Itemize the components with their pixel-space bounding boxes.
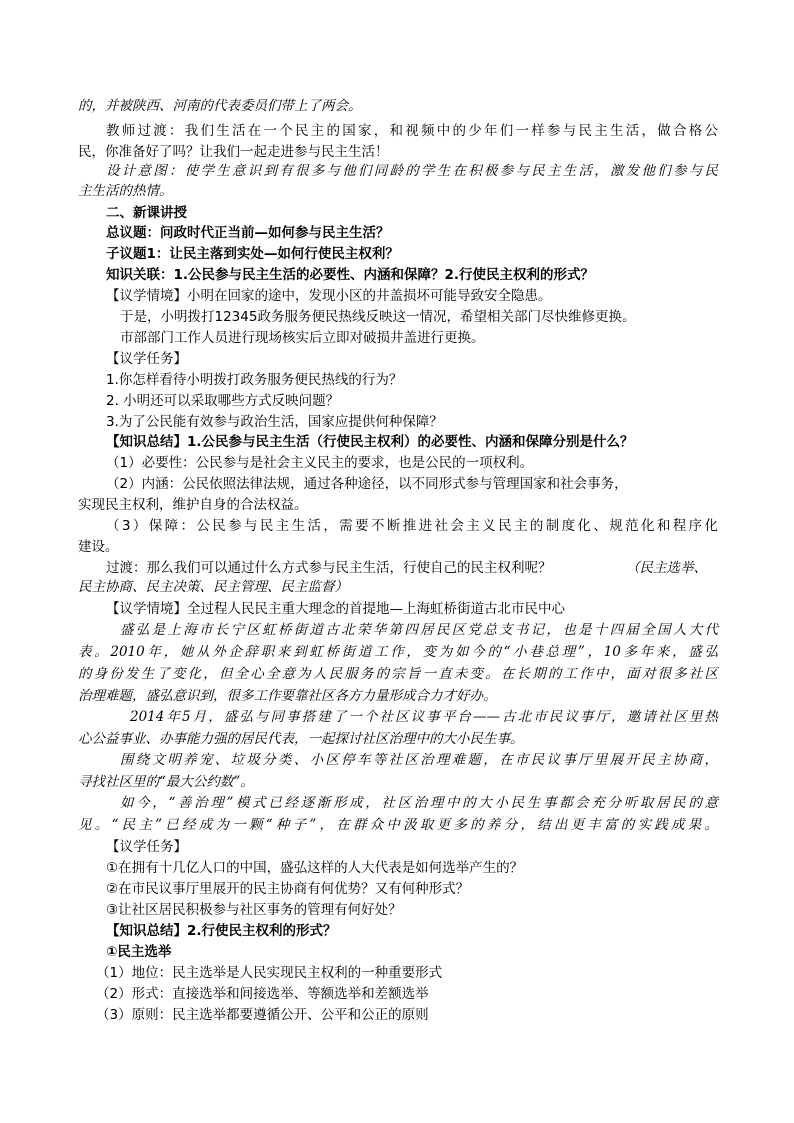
knowledge-link: 知识关联：1.公民参与民主生活的必要性、内涵和保障？2.行使民主权利的形式？ — [106, 267, 595, 283]
main-topic: 总议题：问政时代正当前—如何参与民主生活？ — [106, 225, 390, 241]
text-line: 3.为了公民能有效参与政治生活，国家应提供何种保障？ — [106, 414, 443, 430]
text-line: 盛弘是上海市长宁区虹桥街道古北荣华第四居民区党总支书记，也是十四届全国人大代 — [120, 622, 718, 638]
item-heading: ①民主选举 — [106, 944, 172, 960]
sub-topic: 子议题1：让民主落到实处—如何行使民主权利？ — [106, 246, 399, 262]
text-line: 的，并被陕西、河南的代表委员们带上了两会。 — [78, 98, 362, 114]
text-line: 1.你怎样看待小明拨打政务服务便民热线的行为？ — [106, 372, 403, 388]
text-line: （2）形式：直接选举和间接选举、等额选举和差额选举 — [96, 986, 429, 1002]
text-line: 民，你准备好了吗？让我们一起走进参与民主生活！ — [78, 144, 389, 160]
text-line: ③让社区居民积极参与社区事务的管理有何好处？ — [106, 902, 402, 918]
text-line: 民主协商、民主决策、民主管理、民主监督） — [78, 579, 348, 595]
text-line: 教师过渡：我们生活在一个民主的国家，和视频中的少年们一样参与民主生活，做合格公 — [106, 123, 718, 139]
text-line: 表。2010年，她从外企辞职来到虹桥街道工作，变为如今的“小巷总理”，10多年来，盛弘 — [78, 644, 718, 660]
text-line: 见。“民主”已经成为一颗“种子”，在群众中汲取更多的养分，结出更丰富的实践成果。 — [78, 817, 718, 833]
text-line: 市部部门工作人员进行现场核实后立即对破损井盖进行更换。 — [120, 330, 485, 346]
text-line: 实现民主权利，维护自身的合法权益。 — [78, 497, 308, 513]
text-line: ②在市民议事厅里展开的民主协商有何优势？又有何种形式？ — [106, 881, 470, 897]
text-line: （民主选举、 — [626, 560, 707, 576]
text-line: 心公益事业、办事能力强的居民代表，一起探讨社区治理中的大小民生事。 — [78, 731, 524, 747]
text-line: 治理难题，盛弘意识到，很多工作要靠社区各方力量形成合力才好办。 — [78, 688, 497, 704]
text-line: 2. 小明还可以采取哪些方式反映问题？ — [106, 393, 340, 409]
text-line: 建设。 — [78, 539, 119, 555]
text-line: （2）内涵：公民依照法律法规，通过各种途径，以不同形式参与管理国家和社会事务， — [106, 476, 628, 492]
text-line: 设计意图：使学生意识到有很多与他们同龄的学生在积极参与民主生活，激发他们参与民 — [106, 163, 718, 179]
text-line: 如今，“善治理”模式已经逐渐形成，社区治理中的大小民生事都会充分听取居民的意 — [120, 795, 718, 811]
text-line: 【议学情境】全过程人民民主重大理念的首提地—上海虹桥街道古北市民中心 — [106, 601, 565, 617]
text-line: 主生活的热情。 — [78, 183, 173, 199]
text-line: 【议学情境】小明在回家的途中，发现小区的井盖损坏可能导致安全隐患。 — [106, 288, 552, 304]
text-line: 2014年5月，盛弘与同事搭建了一个社区议事平台——古北市民议事厅，邀请社区里热 — [130, 709, 718, 725]
text-line: 的身份发生了变化，但全心全意为人民服务的宗旨一直未变。在长期的工作中，面对很多社区 — [78, 666, 718, 682]
text-line: （1）地位：民主选举是人民实现民主权利的一种重要形式 — [96, 965, 443, 981]
text-line: 于是，小明拨打12345政务服务便民热线反映这一情况，希望相关部门尽快维修更换。 — [120, 309, 636, 325]
text-line: 过渡：那么我们可以通过什么方式参与民主生活，行使自己的民主权利呢？ — [106, 560, 552, 576]
text-line: （3）原则：民主选举都要遵循公开、公平和公正的原则 — [96, 1007, 429, 1023]
task-heading: 【议学任务】 — [106, 839, 187, 855]
text-line: 围绕文明养宠、垃圾分类、小区停车等社区治理难题，在市民议事厅里展开民主协商， — [120, 752, 718, 768]
section-heading: 二、新课讲授 — [106, 205, 187, 221]
text-line: （3）保障：公民参与民主生活，需要不断推进社会主义民主的制度化、规范化和程序化 — [106, 518, 718, 534]
task-heading: 【议学任务】 — [106, 351, 187, 367]
text-line: 寻找社区里的“最大公约数”。 — [78, 774, 254, 790]
summary-heading: 【知识总结】2.行使民主权利的形式？ — [106, 923, 337, 939]
text-line: ①在拥有十几亿人口的中国，盛弘这样的人大代表是如何选举产生的？ — [106, 860, 524, 876]
summary-heading: 【知识总结】1.公民参与民主生活（行使民主权利）的必要性、内涵和保障分别是什么？ — [106, 434, 634, 450]
text-line: （1）必要性：公民参与是社会主义民主的要求，也是公民的一项权利。 — [106, 455, 534, 471]
